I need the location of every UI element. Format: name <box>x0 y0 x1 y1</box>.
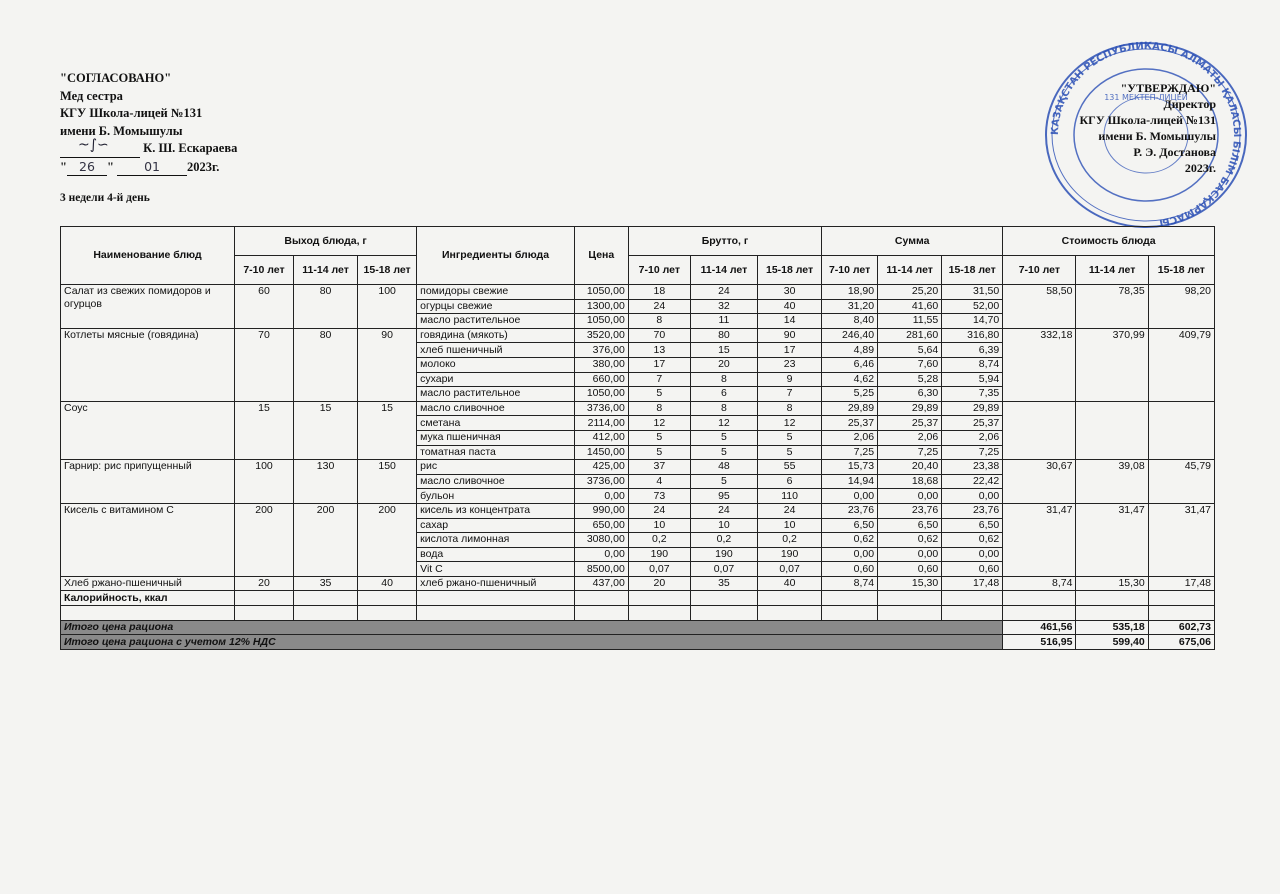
ingredient-sum: 14,70 <box>942 314 1003 329</box>
table-row <box>61 503 1215 518</box>
ingredient-name: масло сливочное <box>417 401 575 416</box>
ingredient-gross: 5 <box>628 430 690 445</box>
dish-name: Соус <box>61 401 235 459</box>
ingredient-gross: 8 <box>628 314 690 329</box>
ingredient-sum: 6,30 <box>878 387 942 402</box>
ingredient-gross: 0,2 <box>690 533 757 548</box>
dish-cost <box>1003 401 1076 459</box>
table-row <box>61 576 1215 591</box>
ingredient-name: масло растительное <box>417 314 575 329</box>
ingredient-gross: 48 <box>690 460 757 475</box>
ingredient-price: 1050,00 <box>574 314 628 329</box>
header-age: 7-10 лет <box>628 256 690 285</box>
dish-name: Салат из свежих помидоров и огурцов <box>61 285 235 329</box>
dish-output: 200 <box>294 503 358 576</box>
ingredient-gross: 12 <box>628 416 690 431</box>
ingredient-sum: 0,00 <box>942 489 1003 504</box>
ingredient-sum: 5,28 <box>878 372 942 387</box>
ingredient-sum: 0,00 <box>878 547 942 562</box>
ingredient-sum: 18,68 <box>878 474 942 489</box>
agreed-signatory: К. Ш. Ескараева <box>143 141 238 155</box>
ingredient-gross: 73 <box>628 489 690 504</box>
approved-position: Директор <box>1163 97 1216 111</box>
ingredient-price: 1450,00 <box>574 445 628 460</box>
dish-output: 200 <box>235 503 294 576</box>
ingredient-name: огурцы свежие <box>417 299 575 314</box>
ingredient-gross: 24 <box>628 503 690 518</box>
ingredient-gross: 5 <box>690 445 757 460</box>
signature-icon: ~∫∽ <box>60 145 140 158</box>
ingredient-gross: 6 <box>758 474 822 489</box>
ingredient-gross: 95 <box>690 489 757 504</box>
ingredient-sum: 0,62 <box>942 533 1003 548</box>
dish-cost <box>1148 401 1214 459</box>
ingredient-gross: 9 <box>758 372 822 387</box>
ingredient-sum: 5,25 <box>822 387 878 402</box>
ingredient-sum: 14,94 <box>822 474 878 489</box>
ingredient-gross: 190 <box>690 547 757 562</box>
dish-output: 100 <box>358 285 417 329</box>
ingredient-price: 2114,00 <box>574 416 628 431</box>
ingredient-price: 1300,00 <box>574 299 628 314</box>
ingredient-price: 425,00 <box>574 460 628 475</box>
ingredient-gross: 0,2 <box>628 533 690 548</box>
date-day: 26 <box>67 158 107 177</box>
header-age: 11-14 лет <box>294 256 358 285</box>
dish-cost: 17,48 <box>1148 576 1214 591</box>
dish-output: 15 <box>358 401 417 459</box>
ingredient-sum: 6,50 <box>878 518 942 533</box>
ingredient-gross: 18 <box>628 285 690 300</box>
dish-output: 20 <box>235 576 294 591</box>
ingredient-name: хлеб ржано-пшеничный <box>417 576 575 591</box>
header-age: 11-14 лет <box>1076 256 1148 285</box>
ingredient-gross: 190 <box>758 547 822 562</box>
ingredient-gross: 5 <box>628 445 690 460</box>
ingredient-name: хлеб пшеничный <box>417 343 575 358</box>
dish-name: Хлеб ржано-пшеничный <box>61 576 235 591</box>
dish-cost: 15,30 <box>1076 576 1148 591</box>
header-age: 15-18 лет <box>758 256 822 285</box>
header-ingredients: Ингредиенты блюда <box>417 227 575 285</box>
ingredient-name: рис <box>417 460 575 475</box>
ingredient-name: сметана <box>417 416 575 431</box>
ingredient-sum: 25,37 <box>942 416 1003 431</box>
ingredient-sum: 41,60 <box>878 299 942 314</box>
ingredient-sum: 0,60 <box>878 562 942 577</box>
dish-cost: 58,50 <box>1003 285 1076 329</box>
table-row <box>61 401 1215 416</box>
ingredient-name: помидоры свежие <box>417 285 575 300</box>
ingredient-gross: 7 <box>758 387 822 402</box>
ingredient-sum: 8,74 <box>822 576 878 591</box>
ingredient-price: 376,00 <box>574 343 628 358</box>
ingredient-gross: 5 <box>628 387 690 402</box>
total-label: Итого цена рациона <box>61 620 1003 635</box>
ingredient-sum: 11,55 <box>878 314 942 329</box>
agreed-title: "СОГЛАСОВАНО" <box>60 71 172 85</box>
ingredient-price: 650,00 <box>574 518 628 533</box>
ingredient-sum: 22,42 <box>942 474 1003 489</box>
ingredient-sum: 23,76 <box>942 503 1003 518</box>
ingredient-gross: 80 <box>690 328 757 343</box>
ingredient-sum: 0,60 <box>942 562 1003 577</box>
dish-output: 150 <box>358 460 417 504</box>
ingredient-gross: 12 <box>690 416 757 431</box>
dish-name: Котлеты мясные (говядина) <box>61 328 235 401</box>
ingredient-sum: 25,20 <box>878 285 942 300</box>
ingredient-price: 1050,00 <box>574 387 628 402</box>
header-age: 7-10 лет <box>822 256 878 285</box>
dish-output: 100 <box>235 460 294 504</box>
date-year: 2023г. <box>187 159 220 174</box>
dish-output: 90 <box>358 328 417 401</box>
dish-output: 15 <box>294 401 358 459</box>
ingredient-gross: 90 <box>758 328 822 343</box>
ingredient-sum: 2,06 <box>822 430 878 445</box>
ingredient-sum: 31,50 <box>942 285 1003 300</box>
total-vat-value: 599,40 <box>1076 635 1148 650</box>
dish-cost: 30,67 <box>1003 460 1076 504</box>
ingredient-gross: 40 <box>758 299 822 314</box>
ingredient-sum: 316,80 <box>942 328 1003 343</box>
header-age: 15-18 лет <box>942 256 1003 285</box>
approved-block <box>1079 80 1216 176</box>
ingredient-gross: 4 <box>628 474 690 489</box>
ingredient-gross: 15 <box>690 343 757 358</box>
ingredient-sum: 7,25 <box>878 445 942 460</box>
ingredient-name: вода <box>417 547 575 562</box>
ingredient-gross: 17 <box>628 357 690 372</box>
agreed-signature-line <box>60 136 238 158</box>
ingredient-gross: 110 <box>758 489 822 504</box>
dish-cost: 31,47 <box>1148 503 1214 576</box>
dish-name: Кисель с витамином С <box>61 503 235 576</box>
total-vat-value: 516,95 <box>1003 635 1076 650</box>
ingredient-gross: 20 <box>628 576 690 591</box>
ingredient-price: 3736,00 <box>574 401 628 416</box>
dish-cost <box>1076 401 1148 459</box>
ingredient-price: 3736,00 <box>574 474 628 489</box>
ingredient-sum: 0,62 <box>822 533 878 548</box>
ingredient-name: кисель из концентрата <box>417 503 575 518</box>
menu-table <box>60 226 1215 650</box>
header-age: 11-14 лет <box>878 256 942 285</box>
ingredient-gross: 17 <box>758 343 822 358</box>
ingredient-price: 0,00 <box>574 489 628 504</box>
ingredient-sum: 20,40 <box>878 460 942 475</box>
ingredient-name: масло сливочное <box>417 474 575 489</box>
header-cost: Стоимость блюда <box>1003 227 1215 256</box>
dish-cost: 39,08 <box>1076 460 1148 504</box>
ingredient-gross: 8 <box>690 372 757 387</box>
header-age: 7-10 лет <box>235 256 294 285</box>
ingredient-sum: 281,60 <box>878 328 942 343</box>
ingredient-sum: 0,00 <box>822 547 878 562</box>
ingredient-gross: 6 <box>690 387 757 402</box>
ingredient-name: сухари <box>417 372 575 387</box>
ingredient-sum: 8,40 <box>822 314 878 329</box>
total-value: 461,56 <box>1003 620 1076 635</box>
table-row <box>61 285 1215 300</box>
table-row <box>61 460 1215 475</box>
ingredient-sum: 246,40 <box>822 328 878 343</box>
agreed-org2: имени Б. Момышулы <box>60 123 183 138</box>
ingredient-price: 990,00 <box>574 503 628 518</box>
total-row <box>61 620 1215 635</box>
agreed-org: КГУ Школа-лицей №131 <box>60 106 203 120</box>
header-age: 7-10 лет <box>1003 256 1076 285</box>
stamp-text: КАЗАҚСТАН РЕСПУБЛИКАСЫ АЛМАТЫ ҚАЛАСЫ БІЛІМ БАСҚАРМАСЫ <box>1049 40 1243 229</box>
ingredient-sum: 0,00 <box>878 489 942 504</box>
ingredient-sum: 6,50 <box>822 518 878 533</box>
dish-cost: 78,35 <box>1076 285 1148 329</box>
ingredient-price: 3080,00 <box>574 533 628 548</box>
approved-org2: имени Б. Момышулы <box>1098 129 1216 143</box>
total-vat-label: Итого цена рациона с учетом 12% НДС <box>61 635 1003 650</box>
ingredient-price: 0,00 <box>574 547 628 562</box>
ingredient-gross: 0,07 <box>628 562 690 577</box>
ingredient-name: масло растительное <box>417 387 575 402</box>
ingredient-gross: 5 <box>690 474 757 489</box>
ingredient-gross: 30 <box>758 285 822 300</box>
ingredient-name: мука пшеничная <box>417 430 575 445</box>
ingredient-name: Vit C <box>417 562 575 577</box>
ingredient-gross: 0,07 <box>690 562 757 577</box>
ingredient-gross: 5 <box>758 430 822 445</box>
ingredient-gross: 8 <box>758 401 822 416</box>
ingredient-sum: 29,89 <box>878 401 942 416</box>
ingredient-gross: 11 <box>690 314 757 329</box>
dish-output: 70 <box>235 328 294 401</box>
ingredient-name: томатная паста <box>417 445 575 460</box>
ingredient-price: 3520,00 <box>574 328 628 343</box>
ingredient-sum: 29,89 <box>942 401 1003 416</box>
ingredient-gross: 0,07 <box>758 562 822 577</box>
approved-year: 2023г. <box>1184 161 1216 175</box>
ingredient-gross: 24 <box>758 503 822 518</box>
total-value: 535,18 <box>1076 620 1148 635</box>
ingredient-gross: 190 <box>628 547 690 562</box>
ingredient-name: сахар <box>417 518 575 533</box>
ingredient-gross: 40 <box>758 576 822 591</box>
dish-output: 130 <box>294 460 358 504</box>
date-month: 01 <box>117 158 187 177</box>
ingredient-gross: 12 <box>758 416 822 431</box>
ingredient-gross: 5 <box>690 430 757 445</box>
stamp-inner: 131 МЕКТЕП-ЛИЦЕЙ <box>1104 93 1188 102</box>
ingredient-sum: 17,48 <box>942 576 1003 591</box>
ingredient-price: 8500,00 <box>574 562 628 577</box>
dish-name: Гарнир: рис припущенный <box>61 460 235 504</box>
menu-foot <box>61 591 1215 649</box>
ingredient-gross: 5 <box>758 445 822 460</box>
dish-output: 80 <box>294 285 358 329</box>
approved-org: КГУ Школа-лицей №131 <box>1079 113 1216 127</box>
ingredient-gross: 10 <box>758 518 822 533</box>
dish-output: 60 <box>235 285 294 329</box>
ingredient-gross: 24 <box>628 299 690 314</box>
calories-row <box>61 591 1215 606</box>
ingredient-gross: 55 <box>758 460 822 475</box>
ingredient-sum: 25,37 <box>822 416 878 431</box>
ingredient-sum: 7,35 <box>942 387 1003 402</box>
ingredient-gross: 35 <box>690 576 757 591</box>
header-price: Цена <box>574 227 628 285</box>
dish-output: 35 <box>294 576 358 591</box>
ingredient-sum: 25,37 <box>878 416 942 431</box>
header-age: 15-18 лет <box>358 256 417 285</box>
approved-title: "УТВЕРЖДАЮ" <box>1120 81 1216 95</box>
ingredient-sum: 2,06 <box>878 430 942 445</box>
header-output: Выход блюда, г <box>235 227 417 256</box>
ingredient-sum: 2,06 <box>942 430 1003 445</box>
dish-output: 80 <box>294 328 358 401</box>
ingredient-gross: 32 <box>690 299 757 314</box>
dish-cost: 45,79 <box>1148 460 1214 504</box>
ingredient-price: 380,00 <box>574 357 628 372</box>
ingredient-sum: 0,60 <box>822 562 878 577</box>
ingredient-sum: 4,62 <box>822 372 878 387</box>
calories-label: Калорийность, ккал <box>61 591 235 606</box>
ingredient-sum: 0,62 <box>878 533 942 548</box>
ingredient-sum: 18,90 <box>822 285 878 300</box>
ingredient-sum: 7,60 <box>878 357 942 372</box>
ingredient-gross: 24 <box>690 503 757 518</box>
total-vat-value: 675,06 <box>1148 635 1214 650</box>
ingredient-name: бульон <box>417 489 575 504</box>
ingredient-sum: 5,94 <box>942 372 1003 387</box>
ingredient-gross: 20 <box>690 357 757 372</box>
dish-cost: 31,47 <box>1076 503 1148 576</box>
ingredient-sum: 0,00 <box>942 547 1003 562</box>
ingredient-name: кислота лимонная <box>417 533 575 548</box>
ingredient-name: молоко <box>417 357 575 372</box>
header-age: 11-14 лет <box>690 256 757 285</box>
ingredient-sum: 31,20 <box>822 299 878 314</box>
total-value: 602,73 <box>1148 620 1214 635</box>
table-row <box>61 328 1215 343</box>
ingredient-sum: 23,76 <box>822 503 878 518</box>
ingredient-sum: 7,25 <box>942 445 1003 460</box>
ingredient-gross: 10 <box>690 518 757 533</box>
ingredient-gross: 8 <box>628 401 690 416</box>
ingredient-gross: 37 <box>628 460 690 475</box>
ingredient-sum: 6,46 <box>822 357 878 372</box>
ingredient-sum: 8,74 <box>942 357 1003 372</box>
ingredient-gross: 14 <box>758 314 822 329</box>
week-day: 3 недели 4-й день <box>60 192 150 204</box>
header-sum: Сумма <box>822 227 1003 256</box>
dish-cost: 31,47 <box>1003 503 1076 576</box>
ingredient-gross: 8 <box>690 401 757 416</box>
header-age: 15-18 лет <box>1148 256 1214 285</box>
ingredient-gross: 24 <box>690 285 757 300</box>
ingredient-sum: 15,30 <box>878 576 942 591</box>
ingredient-sum: 6,39 <box>942 343 1003 358</box>
ingredient-gross: 7 <box>628 372 690 387</box>
ingredient-sum: 29,89 <box>822 401 878 416</box>
ingredient-price: 437,00 <box>574 576 628 591</box>
ingredient-gross: 23 <box>758 357 822 372</box>
ingredient-price: 412,00 <box>574 430 628 445</box>
dish-cost: 98,20 <box>1148 285 1214 329</box>
ingredient-sum: 7,25 <box>822 445 878 460</box>
dish-cost: 332,18 <box>1003 328 1076 401</box>
agreed-date: " 26 " 01 2023г. <box>60 158 237 177</box>
dish-output: 200 <box>358 503 417 576</box>
dish-cost: 409,79 <box>1148 328 1214 401</box>
ingredient-gross: 0,2 <box>758 533 822 548</box>
ingredient-sum: 6,50 <box>942 518 1003 533</box>
header-dish: Наименование блюд <box>61 227 235 285</box>
agreed-block <box>60 70 237 176</box>
ingredient-sum: 23,38 <box>942 460 1003 475</box>
ingredient-gross: 10 <box>628 518 690 533</box>
ingredient-sum: 0,00 <box>822 489 878 504</box>
dish-cost: 370,99 <box>1076 328 1148 401</box>
ingredient-price: 660,00 <box>574 372 628 387</box>
ingredient-price: 1050,00 <box>574 285 628 300</box>
dish-cost: 8,74 <box>1003 576 1076 591</box>
approved-signatory: Р. Э. Достанова <box>1133 145 1216 159</box>
ingredient-gross: 13 <box>628 343 690 358</box>
ingredient-sum: 5,64 <box>878 343 942 358</box>
header-gross: Брутто, г <box>628 227 821 256</box>
ingredient-sum: 23,76 <box>878 503 942 518</box>
agreed-position: Мед сестра <box>60 88 123 103</box>
dish-output: 15 <box>235 401 294 459</box>
ingredient-name: говядина (мякоть) <box>417 328 575 343</box>
menu-body <box>61 285 1215 591</box>
ingredient-sum: 52,00 <box>942 299 1003 314</box>
total-vat-row <box>61 635 1215 650</box>
dish-output: 40 <box>358 576 417 591</box>
blank-row <box>61 606 1215 621</box>
ingredient-sum: 4,89 <box>822 343 878 358</box>
ingredient-gross: 70 <box>628 328 690 343</box>
ingredient-sum: 15,73 <box>822 460 878 475</box>
